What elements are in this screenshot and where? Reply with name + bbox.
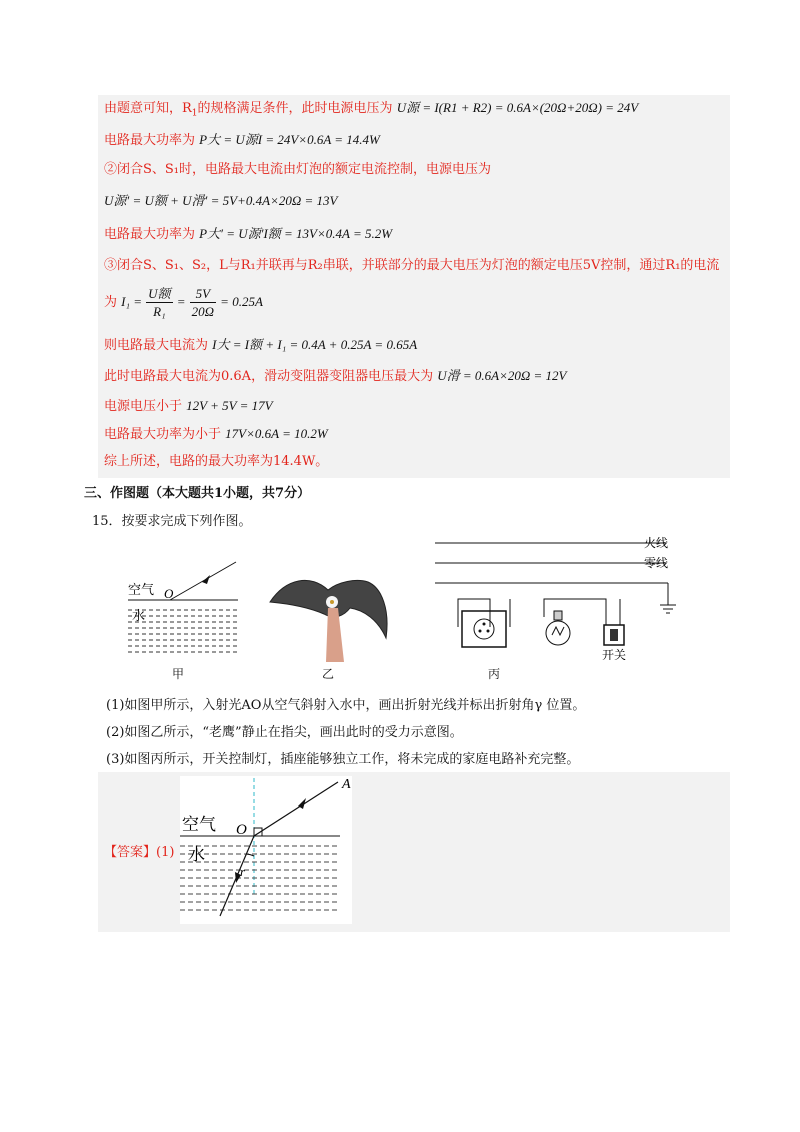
caption-yi: 乙 — [322, 667, 335, 681]
lamp — [544, 599, 606, 645]
sub-question-1: (1)如图甲所示，入射光AO从空气斜射入水中，画出折射光线并标出折射角γ 位置。 — [106, 698, 586, 713]
water-label: 水 — [132, 609, 146, 624]
switch — [604, 599, 624, 645]
solution-line-11: 电路最大功率为小于 17V×0.6A = 10.2W — [104, 426, 328, 442]
question-stem: 15．按要求完成下列作图。 — [92, 514, 252, 529]
solution-line-3: ②闭合S、S₁时，电路最大电流由灯泡的额定电流控制，电源电压为 — [104, 162, 492, 177]
incident-ray — [170, 562, 236, 600]
solution-line-1: 由题意可知，$R_1$的规格满足条件，此时电源电压为 U源 = I(R1 + R2) = 0.6A×(20Ω+20Ω) = 24V — [104, 100, 639, 119]
caption-bing: 丙 — [488, 667, 501, 681]
figure-jia — [118, 560, 248, 660]
solution-line-4: U源′ = U额 + U滑′ = 5V+0.4A×20Ω = 13V — [104, 193, 338, 208]
ray-label: A — [342, 777, 351, 792]
water-label: 水 — [188, 845, 205, 865]
finger — [326, 608, 344, 662]
point-o-label: O — [164, 586, 174, 601]
solution-line-6: ③闭合S、S₁、S₂，L与R₁并联再与R₂串联，并联部分的最大电压为灯泡的额定电压5V控制，通过R₁的电流 — [104, 258, 720, 273]
solution-line-9: 此时电路最大电流为0.6A，滑动变阻器变阻器电压最大为 U滑 = 0.6A×20Ω = 12V — [104, 368, 567, 384]
air-label: 空气 — [128, 583, 155, 598]
sub-question-3: (3)如图丙所示，开关控制灯，插座能够独立工作，将未完成的家庭电路补充完整。 — [106, 752, 580, 767]
neutral-label: 零线 — [644, 556, 669, 570]
caption-jia: 甲 — [172, 667, 185, 681]
ray-arrow — [202, 575, 210, 584]
section-heading: 三、作图题（本大题共1小题，共7分） — [84, 486, 311, 501]
live-label: 火线 — [644, 536, 669, 550]
solution-line-10: 电源电压小于 12V + 5V = 17V — [104, 398, 273, 414]
air-label: 空气 — [182, 815, 216, 835]
circuit-figure — [430, 535, 680, 660]
eagle-beak — [330, 600, 334, 604]
solution-line-7: 为 I₁ = $\frac{\text{U额}}{\text{R₁}}$ = $\frac{5V}{20\Omega}$ = 0.25A — [104, 286, 263, 319]
angle-label: r — [240, 864, 246, 879]
socket — [458, 599, 510, 647]
solution-line-5: 电路最大功率为 P大′ = U源′I额 = 13V×0.4A = 5.2W — [104, 226, 393, 242]
ground-icon — [660, 605, 676, 613]
point-o-label: O — [236, 822, 247, 838]
sub-question-2: (2)如图乙所示，“老鹰”静止在指尖，画出此时的受力示意图。 — [106, 725, 463, 740]
answer-label: 【答案】(1) — [104, 845, 175, 860]
eagle-figure — [266, 568, 396, 663]
solution-line-12: 综上所述，电路的最大功率为14.4W。 — [104, 454, 329, 469]
solution-line-2: 电路最大功率为 P大 = U源I = 24V×0.6A = 14.4W — [104, 132, 380, 148]
answer-figure — [180, 776, 352, 924]
solution-line-8: 则电路最大电流为 I大 = I额 + I₁ = 0.4A + 0.25A = 0.65A — [104, 337, 418, 353]
switch-label: 开关 — [602, 648, 627, 660]
